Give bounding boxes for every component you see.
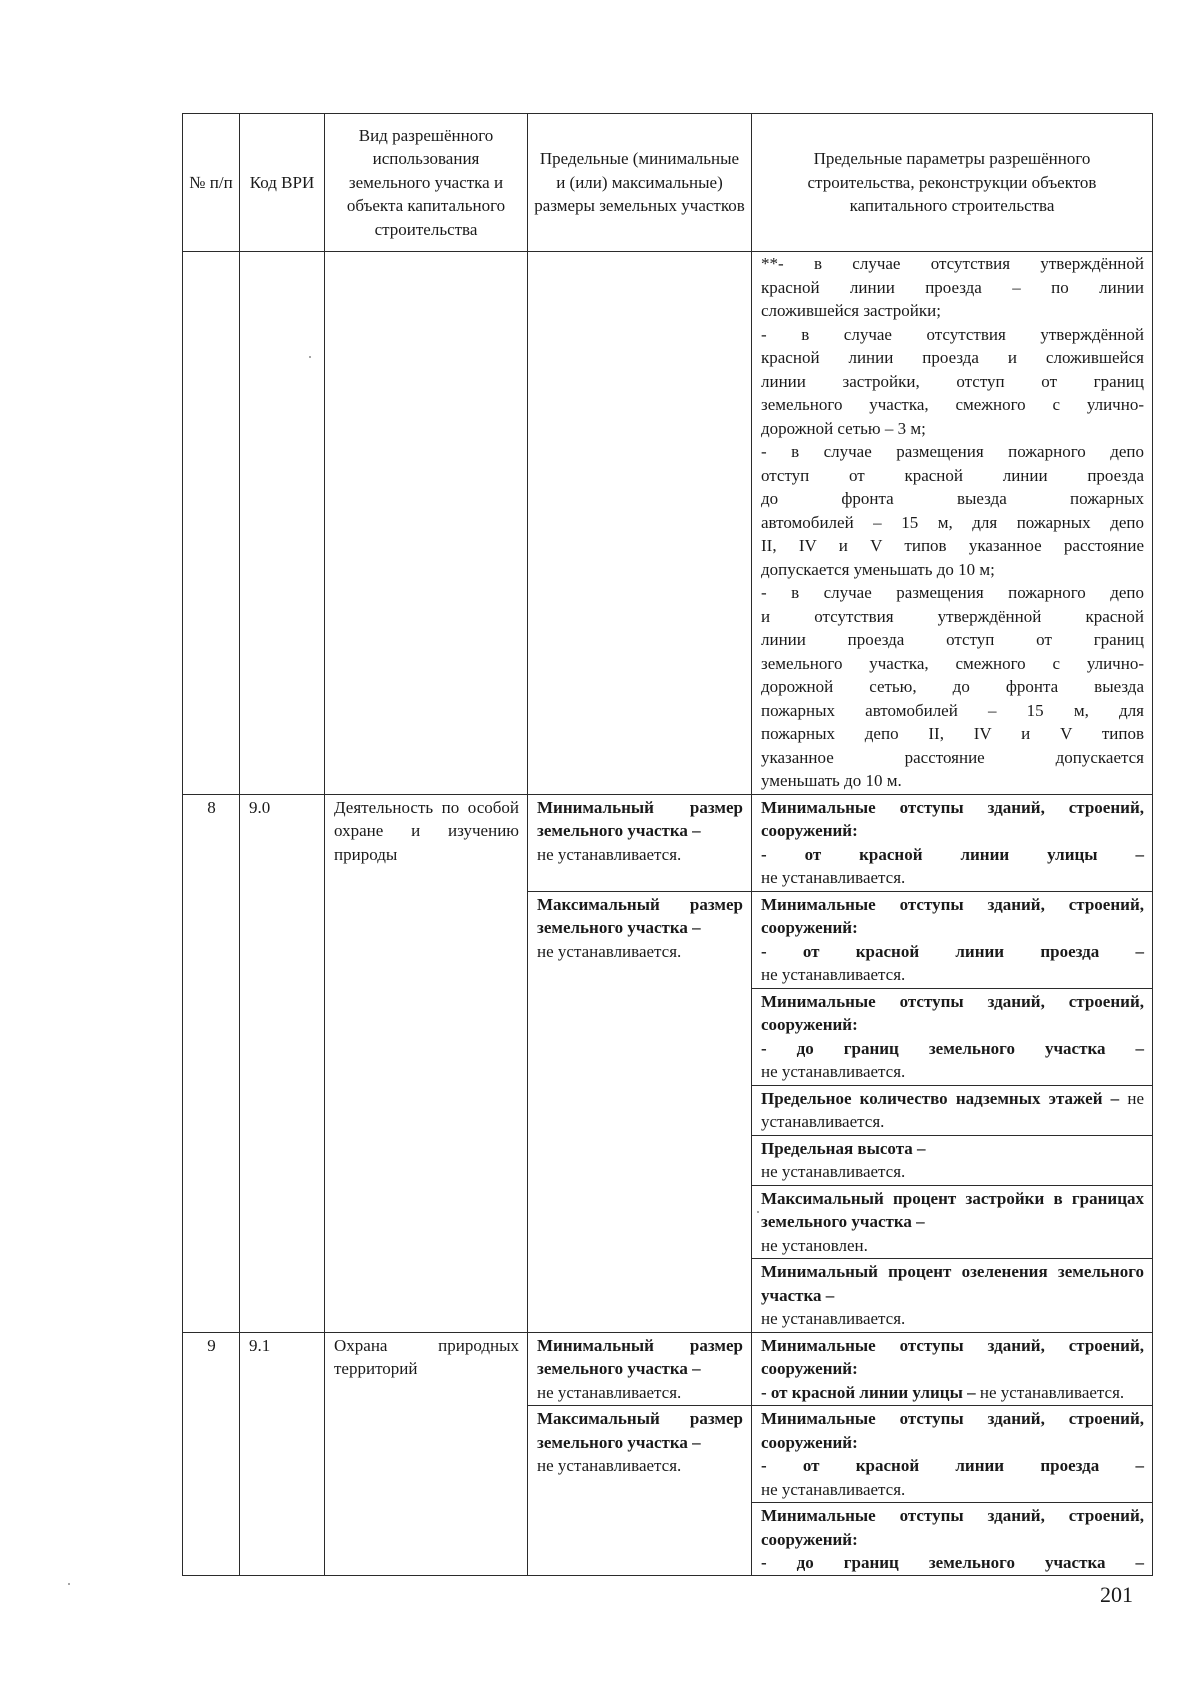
row-number: 9 (183, 1332, 240, 1575)
param-cell (752, 1406, 1153, 1503)
text-line: красной линии проезда – по линии (761, 277, 1144, 297)
param-value: не устанавливается. (761, 1479, 906, 1499)
text-line: дорожной сетью, до фронта выезда (761, 677, 1144, 696)
row-code: 9.1 (240, 1332, 325, 1575)
text-line: II, IV и V типов указанное расстояние (761, 536, 1144, 555)
min-plot-size-title: Минимальный размер земельного участка – (537, 797, 743, 840)
min-plot-size (528, 794, 752, 891)
table-header-row (183, 114, 1153, 252)
text-line: **- в случае отсутствия утверждённой (761, 254, 1144, 273)
max-plot-size (528, 1406, 752, 1576)
cell-empty (528, 252, 752, 795)
text-line: уменьшать до 10 м. (761, 771, 902, 790)
cell-empty (325, 252, 528, 795)
param-sub: - от красной линии проезда – (761, 1456, 1144, 1475)
text-line: сложившейся застройки; (761, 301, 941, 320)
header-use-type: Вид разрешённого использования земельного участка и объекта капитального строительства (325, 114, 528, 252)
param-title: Предельная высота – (761, 1138, 926, 1158)
continuation-row (183, 252, 1153, 795)
param-title: Минимальные отступы зданий, строений, сооружений: (761, 1506, 1144, 1549)
text-line: автомобилей – 15 м, для пожарных депо (761, 512, 1144, 532)
param-cell (752, 1503, 1153, 1576)
text-line: пожарных автомобилей – 15 м, для (761, 700, 1144, 720)
text-line: земельного участка, смежного с улично- (761, 395, 1144, 414)
param-title: Минимальные отступы зданий, строений, сооружений: (761, 1409, 1144, 1452)
text-line: - в случае размещения пожарного депо (761, 583, 1144, 602)
continuation-text (752, 252, 1153, 795)
param-cell (752, 1185, 1153, 1259)
param-title: Минимальные отступы зданий, строений, сооружений: (761, 797, 1144, 840)
regulations-table (182, 113, 1153, 1576)
param-value: не устанавливается. (761, 1088, 1145, 1131)
param-sub: - до границ земельного участка – (761, 1038, 1144, 1058)
text-line: красной линии проезда и сложившейся (761, 348, 1144, 367)
param-value: не устанавливается. (761, 1062, 906, 1081)
max-plot-size-title: Максимальный размер земельного участка – (537, 1409, 743, 1452)
text-line: дорожной сетью – 3 м; (761, 418, 926, 438)
header-number: № п/п (183, 114, 240, 252)
text-line: указанное расстояние допускается (761, 747, 1144, 767)
cell-empty (240, 252, 325, 795)
param-title: Предельное количество надземных этажей – (761, 1088, 1120, 1108)
param-value: не установлен. (761, 1235, 868, 1255)
row-number: 8 (183, 794, 240, 1332)
text-line: - в случае отсутствия утверждённой (761, 324, 1144, 344)
max-plot-size-value: не устанавливается. (537, 941, 682, 961)
param-cell (752, 794, 1153, 891)
param-sub: - от красной линии улицы – (761, 1382, 976, 1402)
param-sub: - от красной линии проезда – (761, 941, 1144, 961)
param-title: Максимальный процент застройки в границах земельного участка – (761, 1188, 1144, 1231)
header-construction-params: Предельные параметры разрешённого строительства, реконструкции объектов капитального строительства (752, 114, 1153, 252)
row-use-type: Деятельность по особой охране и изучению природы (325, 794, 528, 1332)
text-line: - в случае размещения пожарного депо (761, 442, 1144, 461)
scan-speck (68, 1583, 70, 1585)
row-code: 9.0 (240, 794, 325, 1332)
header-code: Код ВРИ (240, 114, 325, 252)
max-plot-size-title: Максимальный размер земельного участка – (537, 894, 743, 937)
param-cell (752, 1135, 1153, 1185)
text-line: отступ от красной линии проезда (761, 465, 1144, 485)
param-value: не устанавливается. (761, 1309, 906, 1328)
param-value: не устанавливается. (979, 1382, 1125, 1402)
page-number: 201 (1100, 1582, 1133, 1607)
param-cell (752, 1332, 1153, 1406)
param-title: Минимальные отступы зданий, строений, сооружений: (761, 991, 1144, 1034)
scan-speck (309, 356, 311, 358)
scan-speck (757, 1211, 759, 1213)
min-plot-size-title: Минимальный размер земельного участка – (537, 1335, 743, 1378)
text-line: линии проезда отступ от границ (761, 630, 1144, 649)
text-line: земельного участка, смежного с улично- (761, 653, 1144, 673)
param-cell (752, 1259, 1153, 1333)
param-cell (752, 1085, 1153, 1135)
header-plot-sizes: Предельные (минимальные и (или) максимальные) размеры земельных участков (528, 114, 752, 252)
param-title: Минимальные отступы зданий, строений, сооружений: (761, 894, 1144, 937)
max-plot-size-value: не устанавливается. (537, 1456, 682, 1475)
cell-empty (183, 252, 240, 795)
min-plot-size-value: не устанавливается. (537, 1382, 682, 1402)
param-title: Минимальный процент озеленения земельного участка – (761, 1262, 1144, 1305)
param-value: не устанавливается. (761, 1162, 906, 1181)
param-sub: - до границ земельного участка – (761, 1553, 1144, 1572)
text-line: допускается уменьшать до 10 м; (761, 559, 995, 579)
text-line: линии застройки, отступ от границ (761, 371, 1144, 391)
param-sub: - от красной линии улицы – (761, 844, 1144, 864)
param-value: не устанавливается. (761, 965, 906, 984)
min-plot-size (528, 1332, 752, 1406)
param-cell (752, 891, 1153, 988)
text-line: и отсутствия утверждённой красной (761, 606, 1144, 626)
row-use-type: Охрана природных территорий (325, 1332, 528, 1575)
max-plot-size (528, 891, 752, 1332)
param-cell (752, 988, 1153, 1085)
text-line: до фронта выезда пожарных (761, 489, 1144, 508)
param-title: Минимальные отступы зданий, строений, сооружений: (761, 1335, 1144, 1378)
param-value: не устанавливается. (761, 868, 906, 887)
min-plot-size-value: не устанавливается. (537, 844, 682, 864)
table-row (183, 794, 1153, 891)
text-line: пожарных депо II, IV и V типов (761, 724, 1144, 743)
table-row (183, 1332, 1153, 1406)
